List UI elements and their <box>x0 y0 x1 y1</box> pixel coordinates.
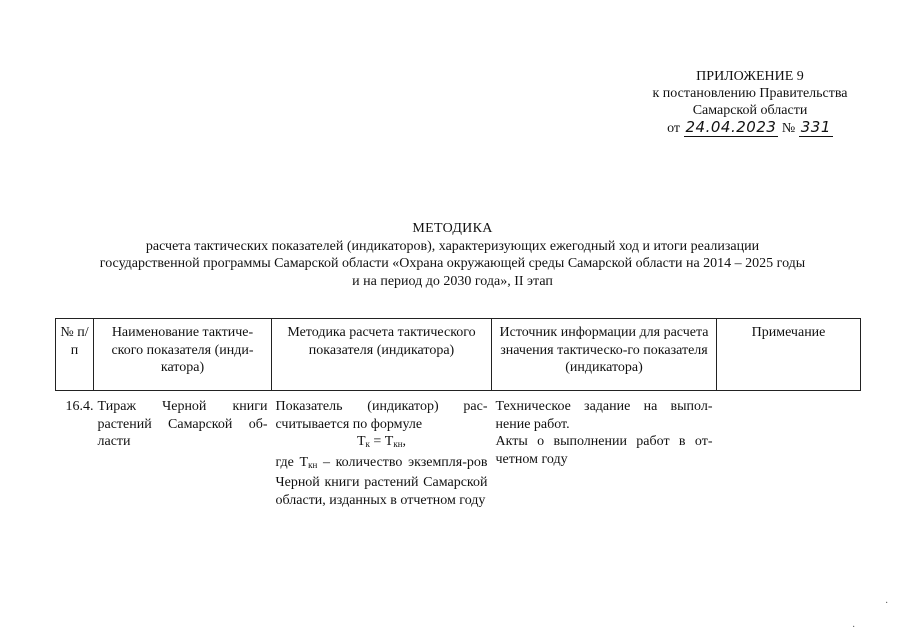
date-prefix: от <box>667 121 681 136</box>
source-item-1: Техническое задание на выпол-нение работ. <box>495 399 713 432</box>
title-heading: МЕТОДИКА <box>412 221 493 236</box>
handwritten-date: 24.04.2023 <box>685 118 777 136</box>
appendix-header <box>620 68 880 137</box>
header-source: Источник информации для расчета значения тактическо-го показателя (индикатора) <box>492 319 717 391</box>
header-method: Методика расчета тактического показателя (индикатора) <box>272 319 492 391</box>
method-intro: Показатель (индикатор) рас-считывается по формуле <box>275 399 488 432</box>
method-explanation: – количество экземпля-ров Черной книги растений Самарской области, изданных в отчетном году <box>275 454 488 508</box>
title-line-2: государственной программы Самарской области «Охрана окружающей среды Самарской области на 2014 – 2025 годы <box>99 256 806 271</box>
row-source <box>492 391 717 510</box>
source-item-2: Акты о выполнении работ в от-четном году <box>495 434 713 467</box>
number-prefix: № <box>781 121 796 136</box>
row-method: Показатель (индикатор) рас-считывается по формуле $Т_к = Т_{кн}$, где $Т_{кн}$ – количество экземпля-ров Черной книги растений Самарской области, изданных в отчетном году <box>275 399 488 508</box>
method-where: где Т <box>275 454 309 470</box>
row-indicator-name: Тираж Черной книги растений Самарской об-ласти <box>97 399 268 449</box>
indicators-table <box>55 318 861 509</box>
table-header-row <box>56 319 861 391</box>
header-indicator-name: Наименование тактиче-ского показателя (инди-катора) <box>94 319 272 391</box>
handwritten-number: 331 <box>800 118 831 136</box>
appendix-title: ПРИЛОЖЕНИЕ 9 <box>696 69 804 84</box>
appendix-region: Самарской области <box>692 103 808 118</box>
header-number: № п/п <box>56 319 94 391</box>
scan-mark: · <box>885 598 889 609</box>
title-line-3: и на период до 2030 года», II этап <box>352 273 553 289</box>
method-formula: $Т_к = Т_{кн}$, <box>356 434 407 449</box>
header-note: Примечание <box>717 319 861 391</box>
row-note <box>717 391 861 510</box>
appendix-resolution: к постановлению Правительства <box>652 86 848 101</box>
appendix-date-line <box>620 119 880 137</box>
title-line-1: расчета тактических показателей (индикаторов), характеризующих ежегодный ход и итоги реализации <box>145 238 760 254</box>
document-title <box>40 220 865 290</box>
row-number: 16.4. <box>65 399 94 414</box>
table-row <box>56 391 861 510</box>
scan-mark-2: · <box>852 622 856 633</box>
